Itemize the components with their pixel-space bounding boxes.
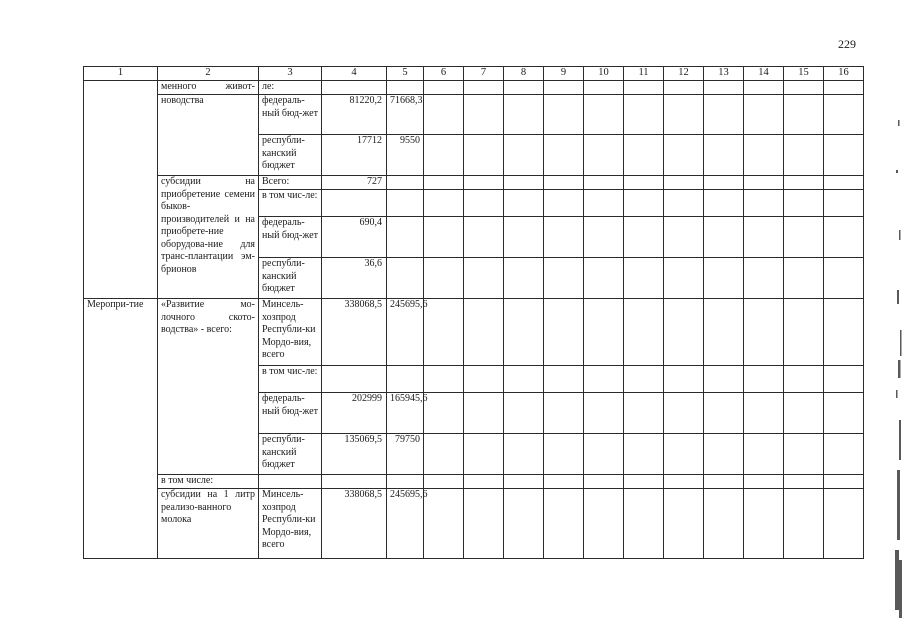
table-cell: «Развитие мо-лочного ското-водства» - всего: xyxy=(158,299,259,475)
table-cell: 165945,6 xyxy=(387,393,424,434)
table-cell xyxy=(544,217,584,258)
table-cell xyxy=(544,176,584,190)
table-cell xyxy=(584,299,624,366)
table-row xyxy=(84,299,864,366)
table-cell xyxy=(704,393,744,434)
table-cell xyxy=(464,217,504,258)
table-cell xyxy=(464,299,504,366)
table-cell xyxy=(744,393,784,434)
table-cell: федераль-ный бюд-жет xyxy=(259,95,322,135)
table-cell xyxy=(544,81,584,95)
table-cell xyxy=(322,81,387,95)
table-cell xyxy=(424,475,464,489)
table-cell: федераль-ный бюд-жет xyxy=(259,393,322,434)
table-cell xyxy=(784,176,824,190)
table-cell xyxy=(784,299,824,366)
table-cell xyxy=(664,393,704,434)
table-cell xyxy=(824,489,864,559)
table-cell xyxy=(624,475,664,489)
table-cell xyxy=(664,434,704,475)
table-cell xyxy=(584,258,624,299)
table-cell xyxy=(544,299,584,366)
table-cell xyxy=(464,176,504,190)
table-cell xyxy=(424,135,464,176)
table-cell xyxy=(424,258,464,299)
table-cell xyxy=(504,135,544,176)
table-cell: менного живот- xyxy=(158,81,259,95)
column-header: 15 xyxy=(784,67,824,81)
table-cell xyxy=(544,95,584,135)
table-cell xyxy=(784,81,824,95)
table-cell xyxy=(387,258,424,299)
table-cell xyxy=(584,393,624,434)
table-cell: 727 xyxy=(322,176,387,190)
table-cell: 245695,6 xyxy=(387,299,424,366)
table-cell xyxy=(624,366,664,393)
column-header: 1 xyxy=(84,67,158,81)
table-cell: 338068,5 xyxy=(322,299,387,366)
table-cell xyxy=(664,190,704,217)
table-cell xyxy=(504,434,544,475)
table-cell xyxy=(504,95,544,135)
table-cell xyxy=(322,366,387,393)
table-cell xyxy=(504,489,544,559)
table-cell xyxy=(664,217,704,258)
table-cell xyxy=(824,393,864,434)
table-cell xyxy=(624,489,664,559)
table-cell xyxy=(824,475,864,489)
table-cell xyxy=(744,81,784,95)
table-cell xyxy=(824,190,864,217)
table-cell xyxy=(624,434,664,475)
column-header: 9 xyxy=(544,67,584,81)
table-cell: Всего: xyxy=(259,176,322,190)
table-cell xyxy=(704,190,744,217)
column-header: 5 xyxy=(387,67,424,81)
table-cell xyxy=(784,258,824,299)
table-cell: субсидии на 1 литр реализо-ванного молока xyxy=(158,489,259,559)
table-cell xyxy=(544,135,584,176)
table-cell xyxy=(664,81,704,95)
table-cell xyxy=(464,434,504,475)
table-cell: в том чис-ле: xyxy=(259,190,322,217)
table-cell xyxy=(664,258,704,299)
table-cell: 81220,2 xyxy=(322,95,387,135)
table-cell xyxy=(744,217,784,258)
table-cell: 79750 xyxy=(387,434,424,475)
table-cell xyxy=(544,190,584,217)
table-cell: 202999 xyxy=(322,393,387,434)
table-cell xyxy=(504,299,544,366)
table-cell xyxy=(664,366,704,393)
table-cell xyxy=(624,393,664,434)
table-cell xyxy=(504,217,544,258)
table-cell xyxy=(464,258,504,299)
table-cell xyxy=(824,176,864,190)
table-cell xyxy=(544,258,584,299)
table-cell xyxy=(624,81,664,95)
table-cell: 17712 xyxy=(322,135,387,176)
table-cell xyxy=(424,366,464,393)
table-cell xyxy=(424,489,464,559)
table-cell: Меропри-тие xyxy=(84,299,158,559)
table-cell xyxy=(744,135,784,176)
table-cell: 9550 xyxy=(387,135,424,176)
table-cell xyxy=(824,95,864,135)
table-cell xyxy=(84,81,158,299)
table-cell xyxy=(664,489,704,559)
budget-table xyxy=(83,66,864,559)
table-cell xyxy=(744,95,784,135)
table-cell xyxy=(424,299,464,366)
table-cell xyxy=(704,258,744,299)
table-cell xyxy=(784,393,824,434)
table-cell xyxy=(744,258,784,299)
column-header: 12 xyxy=(664,67,704,81)
table-cell: Минсель-хозпрод Республи-ки Мордо-вия, всего xyxy=(259,299,322,366)
table-cell xyxy=(664,176,704,190)
table-cell xyxy=(624,258,664,299)
table-cell xyxy=(464,475,504,489)
table-cell xyxy=(387,217,424,258)
table-cell xyxy=(387,366,424,393)
table-cell xyxy=(784,135,824,176)
table-cell xyxy=(544,475,584,489)
table-cell xyxy=(664,135,704,176)
table-cell xyxy=(664,475,704,489)
column-header: 8 xyxy=(504,67,544,81)
table-cell xyxy=(744,366,784,393)
table-cell xyxy=(584,217,624,258)
table-cell: республи-канский бюджет xyxy=(259,135,322,176)
table-cell xyxy=(744,176,784,190)
table-cell xyxy=(464,81,504,95)
table-cell xyxy=(387,81,424,95)
column-header: 11 xyxy=(624,67,664,81)
table-cell: в том чис-ле: xyxy=(259,366,322,393)
table-cell xyxy=(704,135,744,176)
table-cell xyxy=(824,366,864,393)
table-row xyxy=(84,81,864,95)
table-cell xyxy=(584,190,624,217)
table-cell xyxy=(464,95,504,135)
table-cell xyxy=(704,475,744,489)
table-cell xyxy=(824,258,864,299)
column-header: 14 xyxy=(744,67,784,81)
column-header: 7 xyxy=(464,67,504,81)
table-cell xyxy=(744,190,784,217)
table-cell xyxy=(464,393,504,434)
table-cell xyxy=(624,135,664,176)
table-row xyxy=(84,95,864,135)
table-cell: федераль-ный бюд-жет xyxy=(259,217,322,258)
table-cell: республи-канский бюджет xyxy=(259,434,322,475)
table-cell xyxy=(744,489,784,559)
table-cell xyxy=(664,95,704,135)
table-cell xyxy=(259,475,322,489)
column-header: 16 xyxy=(824,67,864,81)
table-cell: новодства xyxy=(158,95,259,176)
table-cell: 338068,5 xyxy=(322,489,387,559)
table-cell xyxy=(544,393,584,434)
table-cell: 245695,6 xyxy=(387,489,424,559)
table-cell xyxy=(784,489,824,559)
table-cell: 71668,3 xyxy=(387,95,424,135)
table-cell xyxy=(784,434,824,475)
table-cell xyxy=(387,190,424,217)
table-cell xyxy=(544,434,584,475)
table-cell xyxy=(584,434,624,475)
table-cell xyxy=(544,366,584,393)
table-cell xyxy=(504,393,544,434)
table-cell xyxy=(504,366,544,393)
table-cell xyxy=(744,475,784,489)
table-cell xyxy=(424,176,464,190)
table-cell xyxy=(704,434,744,475)
table-cell xyxy=(544,489,584,559)
table-cell xyxy=(784,190,824,217)
table-cell xyxy=(584,176,624,190)
table-header-row xyxy=(84,67,864,81)
table-cell xyxy=(424,434,464,475)
column-header: 4 xyxy=(322,67,387,81)
table-cell xyxy=(584,95,624,135)
table-cell: республи-канский бюджет xyxy=(259,258,322,299)
table-cell xyxy=(664,299,704,366)
table-cell xyxy=(424,217,464,258)
table-cell xyxy=(744,299,784,366)
table-cell xyxy=(584,366,624,393)
table-cell xyxy=(704,489,744,559)
table-row xyxy=(84,489,864,559)
table-cell xyxy=(784,475,824,489)
table-cell xyxy=(624,190,664,217)
column-header: 2 xyxy=(158,67,259,81)
table-cell xyxy=(784,95,824,135)
column-header: 13 xyxy=(704,67,744,81)
table-cell xyxy=(704,299,744,366)
table-cell xyxy=(624,217,664,258)
table-cell xyxy=(704,217,744,258)
column-header: 6 xyxy=(424,67,464,81)
page-number: 229 xyxy=(838,37,856,51)
table-cell xyxy=(824,135,864,176)
table-cell xyxy=(824,81,864,95)
table-cell: 135069,5 xyxy=(322,434,387,475)
table-cell xyxy=(504,258,544,299)
table-cell xyxy=(824,434,864,475)
table-cell xyxy=(424,81,464,95)
table-cell xyxy=(387,176,424,190)
table-cell xyxy=(424,393,464,434)
table-cell xyxy=(704,176,744,190)
table-cell: ле: xyxy=(259,81,322,95)
table-cell xyxy=(624,176,664,190)
table-cell xyxy=(584,489,624,559)
table-cell xyxy=(704,95,744,135)
table-cell xyxy=(504,475,544,489)
table-cell: 36,6 xyxy=(322,258,387,299)
table-cell xyxy=(322,475,387,489)
table-row xyxy=(84,176,864,190)
table-cell xyxy=(824,299,864,366)
table-cell xyxy=(824,217,864,258)
column-header: 3 xyxy=(259,67,322,81)
table-cell xyxy=(744,434,784,475)
table-cell xyxy=(784,217,824,258)
table-cell xyxy=(424,190,464,217)
table-cell xyxy=(584,135,624,176)
table-cell xyxy=(464,190,504,217)
table-cell xyxy=(704,366,744,393)
table-cell xyxy=(464,135,504,176)
table-cell xyxy=(387,475,424,489)
table-cell xyxy=(424,95,464,135)
column-header: 10 xyxy=(584,67,624,81)
table-row xyxy=(84,475,864,489)
table-cell xyxy=(584,475,624,489)
table-cell xyxy=(704,81,744,95)
table-cell xyxy=(504,190,544,217)
table-cell: Минсель-хозпрод Республи-ки Мордо-вия, всего xyxy=(259,489,322,559)
table-cell xyxy=(504,176,544,190)
table-cell xyxy=(464,489,504,559)
table-cell xyxy=(624,299,664,366)
table-cell: субсидии на приобретение семени быков-производителей и на приобрете-ние оборудова-ние для транс-плантации эм-брионов xyxy=(158,176,259,299)
table-cell xyxy=(584,81,624,95)
table-cell xyxy=(504,81,544,95)
table-cell xyxy=(322,190,387,217)
scan-edge-noise xyxy=(884,60,902,620)
table-cell: в том числе: xyxy=(158,475,259,489)
table-cell: 690,4 xyxy=(322,217,387,258)
table-cell xyxy=(464,366,504,393)
table-cell xyxy=(784,366,824,393)
table-cell xyxy=(624,95,664,135)
